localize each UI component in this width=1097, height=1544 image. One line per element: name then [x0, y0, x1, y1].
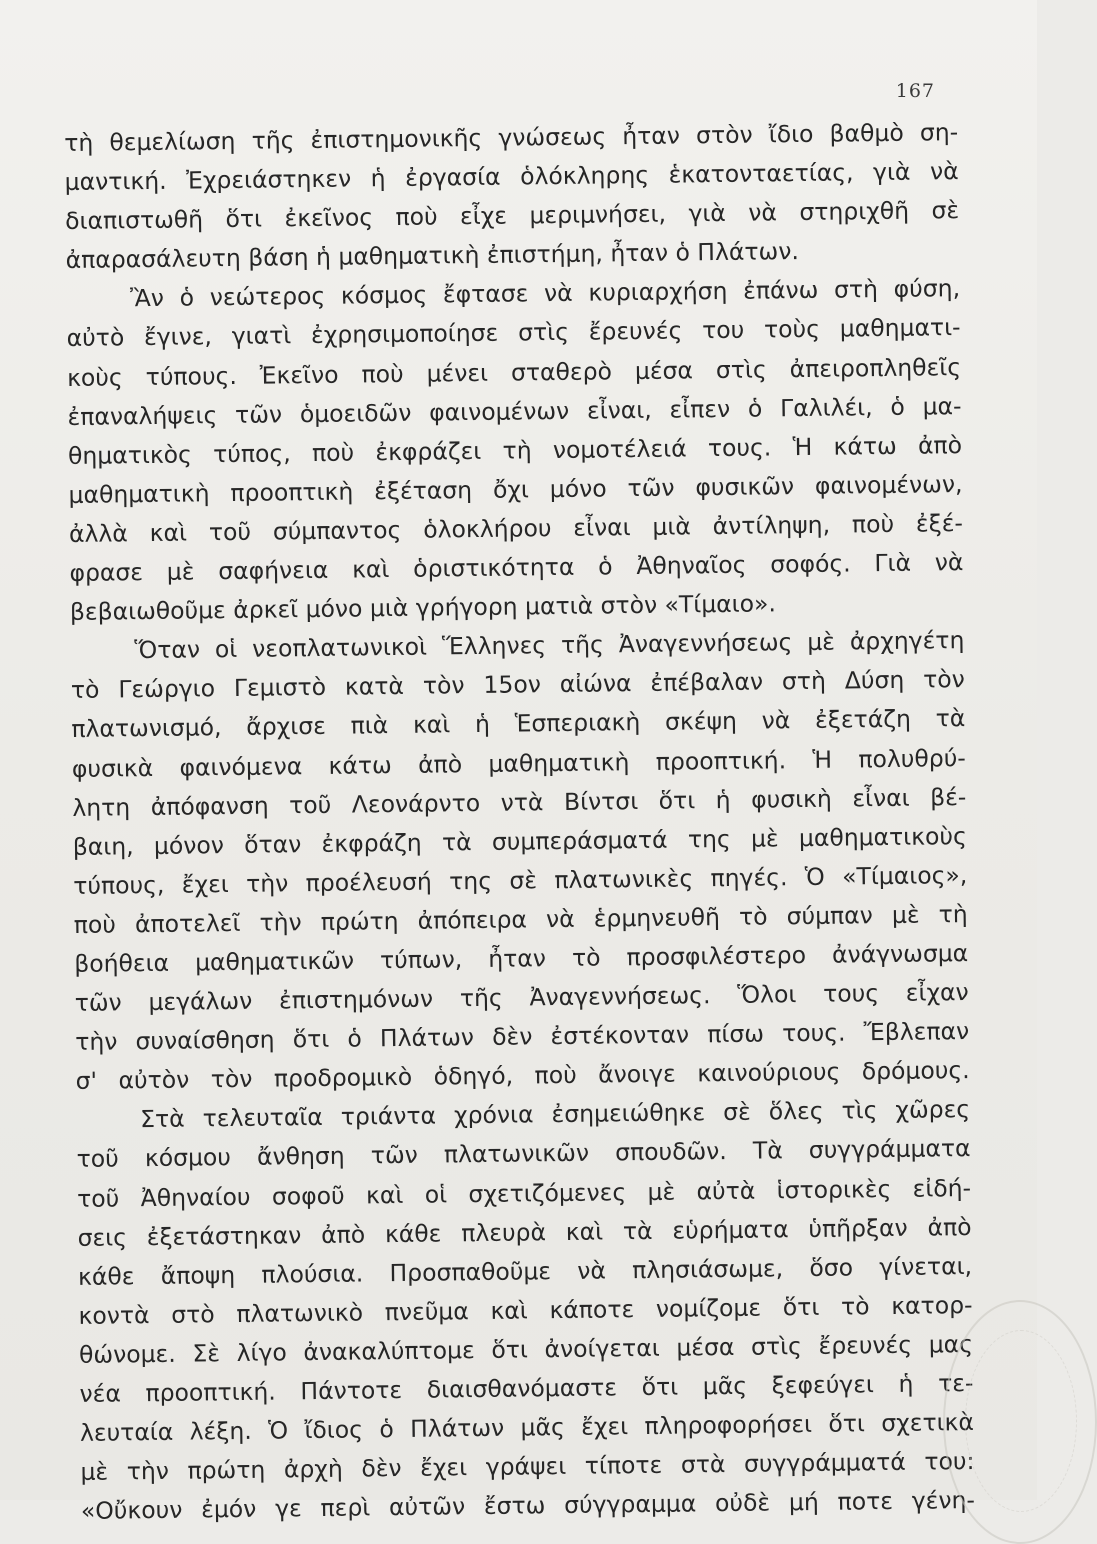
- text-line: βοήθεια μαθηματικῶν τύπων, ἦταν τὸ προσφιλέστερο ἀνάγνωσμα: [74, 938, 969, 978]
- text-line: βαιη, μόνον ὅταν ἐκφράζη τὰ συμπεράσματά της μὲ μαθηματικοὺς: [72, 821, 967, 861]
- text-line: τῶν μεγάλων ἐπιστημόνων τῆς Ἀναγεννήσεως. Ὅλοι τους εἶχαν: [74, 978, 969, 1017]
- text-line: φυσικὰ φαινόμενα κάτω ἀπὸ μαθηματικὴ προοπτική. Ἡ πολυθρύ-: [71, 743, 966, 783]
- text-line: μαθηματικὴ προοπτικὴ ἐξέταση ὄχι μόνο τῶν φυσικῶν φαινομένων,: [68, 469, 963, 509]
- text-line: τοῦ κόσμου ἄνθηση τῶν πλατωνικῶν σπουδῶν. Τὰ συγγράμματα: [76, 1134, 971, 1174]
- text-line: τοῦ Ἀθηναίου σοφοῦ καὶ οἱ σχετιζόμενες μὲ αὐτὰ ἱστορικὲς εἰδή-: [76, 1173, 972, 1213]
- text-line: τὴν συναίσθηση ὅτι ὁ Πλάτων δὲν ἐστέκονταν πίσω τους. Ἔβλεπαν: [75, 1017, 970, 1057]
- text-line: θώνομε. Σὲ λίγο ἀνακαλύπτομε ὅτι ἀνοίγεται μέσα στὶς ἔρευνές μας: [78, 1329, 974, 1369]
- text-line: σ' αὐτὸν τὸν προδρομικὸ ὁδηγό, ποὺ ἄνοιγε καινούριους δρόμους.: [75, 1056, 970, 1096]
- text-line: ποὺ ἀποτελεῖ τὴν πρώτη ἀπόπειρα νὰ ἑρμηνευθῆ τὸ σύμπαν μὲ τὴ: [73, 899, 968, 939]
- body-text: [64, 113, 975, 1531]
- text-line: διαπιστωθῆ ὅτι ἐκεῖνος ποὺ εἶχε μεριμνήσει, γιὰ νὰ στηριχθῆ σὲ: [65, 196, 960, 236]
- text-line: «Οὔκουν ἐμόν γε περὶ αὐτῶν ἔστω σύγγραμμα οὐδὲ μή ποτε γένη-: [80, 1486, 976, 1526]
- text-line: πλατωνισμό, ἄρχισε πιὰ καὶ ἡ Ἑσπεριακὴ σκέψη νὰ ἐξετάζη τὰ: [71, 704, 966, 744]
- text-line: Ὅταν οἱ νεοπλατωνικοὶ Ἕλληνες τῆς Ἀναγεννήσεως μὲ ἀρχηγέτη: [134, 626, 965, 665]
- text-line: μαντική. Ἐχρειάστηκεν ἡ ἐργασία ὁλόκληρης ἑκατονταετίας, γιὰ νὰ: [64, 157, 959, 197]
- text-line: κάθε ἄποψη πλούσια. Προσπαθοῦμε νὰ πλησιάσωμε, ὅσο γίνεται,: [77, 1251, 973, 1291]
- text-line: τύπους, ἔχει τὴν προέλευσή της σὲ πλατωνικὲς πηγές. Ὁ «Τίμαιος»,: [73, 860, 968, 900]
- text-line: μὲ τὴν πρώτη ἀρχὴ δὲν ἔχει γράψει τίποτε στὰ συγγράμματά του:: [80, 1447, 975, 1487]
- text-line: ἀλλὰ καὶ τοῦ σύμπαντος ὁλοκλήρου εἶναι μιὰ ἀντίληψη, ποὺ ἐξέ-: [68, 508, 964, 548]
- text-line: Ἂν ὁ νεώτερος κόσμος ἔφτασε νὰ κυριαρχήση ἐπάνω στὴ φύση,: [129, 274, 961, 313]
- text-line: βεβαιωθοῦμε ἀρκεῖ μόνο μιὰ γρήγορη ματιὰ στὸν «Τίμαιο».: [69, 589, 777, 627]
- text-line: κοὺς τύπους. Ἐκεῖνο ποὺ μένει σταθερὸ μέσα στὶς ἀπειροπληθεῖς: [66, 352, 962, 392]
- text-line: θηματικὸς τύπος, ποὺ ἐκφράζει τὴ νομοτέλειά τους. Ἡ κάτω ἀπὸ: [67, 430, 963, 470]
- library-stamp-inner-ring: [965, 1330, 1077, 1512]
- text-line: σεις ἐξετάστηκαν ἀπὸ κάθε πλευρὰ καὶ τὰ εὑρήματα ὑπῆρξαν ἀπὸ: [77, 1212, 972, 1252]
- text-line: ἀπαρασάλευτη βάση ἡ μαθηματικὴ ἐπιστήμη, ἦταν ὁ Πλάτων.: [65, 237, 800, 275]
- text-line: τὸ Γεώργιο Γεμιστὸ κατὰ τὸν 15ον αἰώνα ἐπέβαλαν στὴ Δύση τὸν: [70, 665, 966, 705]
- text-line: λητη ἀπόφανση τοῦ Λεονάρντο ντὰ Βίντσι ὅτι ἡ φυσικὴ εἶναι βέ-: [72, 782, 967, 822]
- text-line: νέα προοπτική. Πάντοτε διαισθανόμαστε ὅτι μᾶς ξεφεύγει ἡ τε-: [79, 1368, 974, 1408]
- text-line: κοντὰ στὸ πλατωνικὸ πνεῦμα καὶ κάποτε νομίζομε ὅτι τὸ κατορ-: [78, 1290, 973, 1330]
- text-line: Στὰ τελευταῖα τριάντα χρόνια ἐσημειώθηκε σὲ ὅλες τὶς χῶρες: [139, 1095, 971, 1134]
- text-line: ἐπαναλήψεις τῶν ὁμοειδῶν φαινομένων εἶναι, εἶπεν ὁ Γαλιλέι, ὁ μα-: [67, 391, 962, 431]
- page-number: 167: [895, 80, 935, 102]
- text-line: αὐτὸ ἔγινε, γιατὶ ἐχρησιμοποίησε στὶς ἔρευνές του τοὺς μαθηματι-: [66, 313, 961, 353]
- text-line: φρασε μὲ σαφήνεια καὶ ὁριστικότητα ὁ Ἀθηναῖος σοφός. Γιὰ νὰ: [69, 548, 964, 587]
- text-line: τὴ θεμελίωση τῆς ἐπιστημονικῆς γνώσεως ἦταν στὸν ἴδιο βαθμὸ ση-: [64, 118, 959, 157]
- text-line: λευταία λέξη. Ὁ ἴδιος ὁ Πλάτων μᾶς ἔχει πληροφορήσει ὅτι σχετικὰ: [79, 1408, 975, 1447]
